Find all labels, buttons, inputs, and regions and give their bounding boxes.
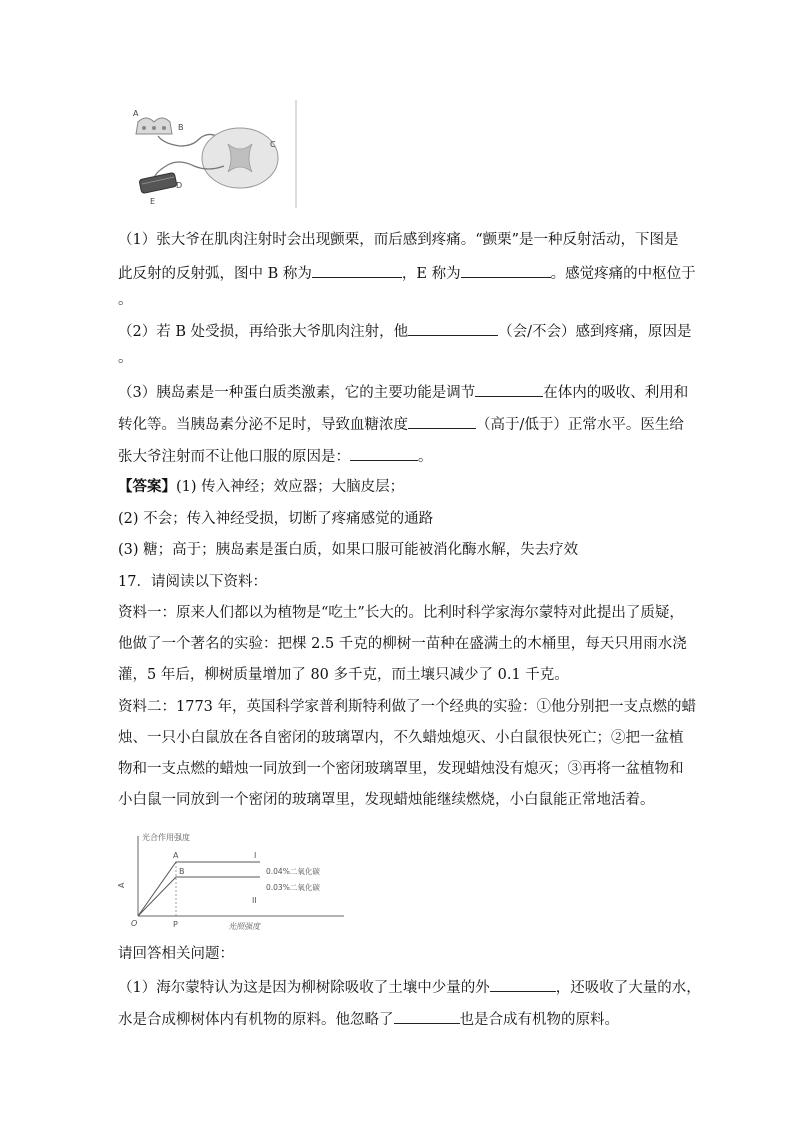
answer-label: 【答案】 bbox=[118, 478, 176, 495]
q17-m1-line-2: 他做了一个著名的实验：把棵 2.5 千克的柳树一苗种在盛满土的木桶里，每天只用雨水浇 bbox=[118, 636, 687, 652]
photosynthesis-chart bbox=[118, 828, 350, 934]
q17-m1-line-1: 资料一：原来人们都以为植物是“吃土”长大的。比利时科学家海尔蒙特对此提出了质疑， bbox=[118, 605, 684, 621]
q3-line-1 bbox=[118, 381, 690, 403]
series-line-0.03 bbox=[138, 877, 260, 916]
sq1-blank-1[interactable] bbox=[490, 976, 556, 992]
label-a: A bbox=[133, 109, 139, 118]
q2-text-a: （2）若 B 处受损，再给张大爷肌肉注射，他 bbox=[118, 324, 409, 340]
sq1-text-b: ，还吸收了大量的水， bbox=[555, 980, 701, 996]
series-line-0.04 bbox=[138, 862, 260, 916]
q1-text-b: ，E 称为 bbox=[401, 266, 461, 282]
q3-text-a: （3）胰岛素是一种蛋白质类激素，它的主要功能是调节 bbox=[118, 385, 476, 401]
answer-line-3: (3) 糖；高于；胰岛素是蛋白质，如果口服可能被消化酶水解，失去疗效 bbox=[118, 542, 579, 558]
q3-blank-1[interactable] bbox=[475, 381, 543, 397]
label-b: B bbox=[178, 123, 184, 132]
label-d: D bbox=[176, 181, 183, 190]
q3-blank-2[interactable] bbox=[408, 413, 476, 429]
spinal-cord-shape bbox=[202, 128, 278, 188]
q1-blank-b[interactable] bbox=[312, 262, 402, 278]
receptor-skin-shape bbox=[136, 118, 172, 134]
q1-line-2 bbox=[118, 262, 696, 284]
q3-text-c: 转化等。当胰岛素分泌不足时，导致血糖浓度 bbox=[118, 417, 408, 433]
x-tick-p: P bbox=[173, 920, 178, 929]
x-axis-label: 光照强度 bbox=[228, 922, 260, 931]
q17-title: 17．请阅读以下资料： bbox=[118, 574, 267, 590]
q17-m2-line-1: 资料二：1773 年，英国科学家普利斯特利做了一个经典的实验：①他分别把一支点燃的蜡 bbox=[118, 699, 697, 715]
q3-text-b: 在体内的吸收、利用和 bbox=[543, 385, 689, 401]
q17-sq1-line-2 bbox=[118, 1008, 690, 1030]
q3-text-f: 。 bbox=[418, 449, 433, 465]
q3-blank-3[interactable] bbox=[350, 445, 418, 461]
series-marker-ii: II bbox=[252, 896, 257, 905]
q1-text-c: 。感觉疼痛的中枢位于 bbox=[550, 266, 696, 282]
sq1-text-d: 也是合成有机物的原料。 bbox=[459, 1012, 619, 1028]
reflex-arc-figure bbox=[128, 100, 303, 208]
series-name-0.04: 0.04%二氧化碳 bbox=[266, 867, 320, 876]
q17-m2-line-4: 小白鼠一同放到一个密闭的玻璃罩里，发现蜡烛能继续燃烧，小白鼠能正常地活着。 bbox=[118, 792, 655, 808]
sq1-blank-2[interactable] bbox=[394, 1008, 460, 1024]
q17-prompt: 请回答相关问题： bbox=[118, 946, 234, 962]
q2-line-2: 。 bbox=[118, 350, 133, 366]
sq1-text-c: 水是合成柳树体内有机物的原料。他忽略了 bbox=[118, 1012, 394, 1028]
q1-line-1: （1）张大爷在肌肉注射时会出现颤栗，而后感到疼痛。“颤栗”是一种反射活动，下图是 bbox=[118, 232, 679, 248]
label-c: C bbox=[270, 140, 276, 149]
label-e: E bbox=[150, 197, 156, 206]
q1-text-a: 此反射的反射弧，图中 B 称为 bbox=[118, 266, 312, 282]
q2-blank[interactable] bbox=[408, 320, 498, 336]
answer-line-2: (2) 不会；传入神经受损，切断了疼痛感觉的通路 bbox=[118, 511, 434, 527]
y-side-label: A bbox=[117, 882, 126, 888]
q1-blank-e[interactable] bbox=[461, 262, 551, 278]
q17-m2-line-2: 烛、一只小白鼠放在各自密闭的玻璃罩内，不久蜡烛熄灭、小白鼠很快死亡；②把一盆植 bbox=[118, 730, 684, 746]
answer-line-1 bbox=[118, 477, 690, 497]
point-label-b: B bbox=[179, 867, 185, 876]
answer-1: (1) 传入神经；效应器；大脑皮层； bbox=[176, 479, 405, 495]
q3-line-2 bbox=[118, 413, 690, 435]
q1-line-3: 。 bbox=[118, 292, 133, 308]
q3-text-d: （高于/低于）正常水平。医生给 bbox=[476, 417, 684, 433]
series-name-0.03: 0.03%二氧化碳 bbox=[266, 883, 320, 892]
sq1-text-a: （1）海尔蒙特认为这是因为柳树除吸收了土壤中少量的外 bbox=[118, 980, 490, 996]
series-marker-i: I bbox=[254, 851, 257, 860]
q17-m2-line-3: 物和一支点燃的蜡烛一同放到一个密闭玻璃罩里，发现蜡烛没有熄灭；③再将一盆植物和 bbox=[118, 761, 684, 777]
q3-text-e: 张大爷注射而不让他口服的原因是： bbox=[118, 449, 350, 465]
q2-text-b: （会/不会）感到疼痛，原因是 bbox=[498, 324, 692, 340]
q2-line-1 bbox=[118, 320, 690, 342]
q3-line-3 bbox=[118, 445, 690, 467]
point-label-a: A bbox=[173, 851, 179, 860]
q17-m1-line-3: 灌，5 年后，柳树质量增加了 80 多千克，而土壤只减少了 0.1 千克。 bbox=[118, 667, 569, 683]
origin-label: O bbox=[131, 919, 138, 928]
q17-sq1-line-1 bbox=[118, 976, 701, 998]
y-axis-label: 光合作用强度 bbox=[142, 833, 190, 842]
effector-muscle-shape bbox=[139, 172, 177, 193]
